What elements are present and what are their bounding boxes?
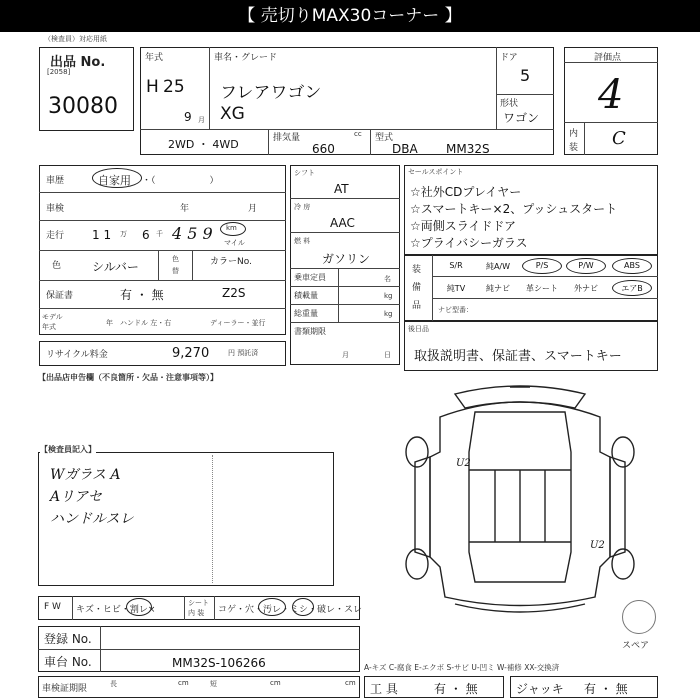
doors-value: 5 bbox=[520, 66, 531, 85]
model-grade: XG bbox=[220, 104, 245, 124]
shape-value: ワゴン bbox=[503, 111, 540, 125]
spare-label: スペア bbox=[622, 641, 650, 651]
equipment-awheel: 純A/W bbox=[485, 262, 511, 271]
displacement-value: 660 bbox=[312, 142, 335, 156]
recycle-unit: 円 預託済 bbox=[228, 349, 259, 357]
history-rest: ・（ ） bbox=[142, 176, 219, 186]
spare-tire bbox=[622, 600, 656, 634]
registration-label: 登録 No. bbox=[44, 632, 92, 646]
interior-value: C bbox=[612, 128, 626, 149]
shape-label: 形状 bbox=[500, 99, 519, 109]
cert-cm-2: cm bbox=[270, 679, 281, 687]
type-value: MM32S bbox=[446, 142, 490, 156]
doc-period-month: 月 bbox=[342, 351, 349, 359]
inspector-note-1: Wガラス A bbox=[50, 467, 121, 483]
mileage-label: 走行 bbox=[46, 231, 65, 241]
mileage-sen: 千 bbox=[156, 230, 163, 238]
chassis-value: MM32S-106266 bbox=[172, 656, 266, 670]
drive-type: 2WD ・ 4WD bbox=[168, 138, 239, 151]
fw-seat-2: 内 装 bbox=[188, 609, 205, 617]
accessories-value: 取扱説明書、保証書、スマートキー bbox=[414, 349, 622, 364]
year-era: H bbox=[146, 77, 159, 97]
equipment-pw: P/W bbox=[578, 261, 594, 270]
wheel-rear-right bbox=[612, 549, 634, 579]
fw-seam-circle bbox=[292, 598, 314, 616]
model-year-label-2: 年式 bbox=[42, 323, 56, 331]
equipment-sr: S/R bbox=[449, 261, 463, 270]
aircon-value: AAC bbox=[330, 216, 355, 230]
sales-point-4: ☆プライバシーガラス bbox=[410, 236, 528, 250]
cert-cm-1: cm bbox=[178, 679, 189, 687]
accessories-label: 後日品 bbox=[408, 325, 429, 333]
aircon-label: 冷 房 bbox=[294, 203, 311, 211]
interior-label-2: 装 bbox=[569, 143, 579, 153]
damage-legend: A-キズ C-腐食 E-エクボ S-サビ U-凹ミ W-補修 XX-交換済 bbox=[364, 663, 560, 672]
displacement-label: 排気量 bbox=[273, 133, 301, 143]
mileage-unit-mile: マイル bbox=[224, 239, 245, 247]
interior-label-1: 内 bbox=[569, 129, 579, 139]
displacement-unit: cc bbox=[354, 130, 362, 138]
lot-label: 出品 No. bbox=[50, 55, 106, 70]
wheel-front-left bbox=[406, 437, 428, 467]
inspection-label: 車検 bbox=[46, 204, 65, 214]
equipment-navi: 純ナビ bbox=[486, 284, 510, 293]
capacity-unit: 名 bbox=[384, 275, 391, 283]
recycle-label: リサイクル料金 bbox=[46, 350, 108, 360]
left-side-outline bbox=[415, 457, 430, 557]
history-label: 車歴 bbox=[46, 176, 65, 186]
model-year-dealer: ディーラー・並行 bbox=[210, 319, 266, 327]
cert-label: 車検証期限 bbox=[42, 684, 88, 694]
color-change-1: 色 bbox=[172, 255, 179, 263]
gross-unit: kg bbox=[384, 310, 393, 318]
fw-stain-circle bbox=[258, 598, 286, 616]
cert-short: 短 bbox=[210, 680, 217, 688]
mileage-digits-c: 4 5 9 bbox=[172, 224, 213, 243]
tools-label: 工 具 bbox=[370, 682, 398, 696]
fw-crack-circle bbox=[126, 598, 152, 616]
equipment-ps: P/S bbox=[535, 261, 549, 270]
fuel-label: 燃 料 bbox=[294, 237, 311, 245]
model-label: 車名・グレード bbox=[214, 53, 278, 63]
diagram-mark-right: U2 bbox=[590, 540, 605, 551]
model-year-handle: ハンドル 左・右 bbox=[120, 319, 172, 327]
fw-seat-1: シート bbox=[188, 599, 209, 607]
score-value: 4 bbox=[598, 72, 624, 118]
doors-label: ドア bbox=[500, 53, 518, 63]
shift-value: AT bbox=[334, 182, 349, 196]
mileage-digits-b: 6 bbox=[142, 228, 150, 242]
doc-period-day: 日 bbox=[384, 351, 391, 359]
banner-text: 【 売切りMAX30コーナー 】 bbox=[238, 6, 462, 26]
doc-period-label: 書類期限 bbox=[294, 327, 326, 336]
shift-label: シフト bbox=[294, 169, 315, 177]
fw-label: F W bbox=[44, 602, 61, 612]
fuel-value: ガソリン bbox=[322, 252, 371, 266]
gross-label: 総重量 bbox=[294, 309, 318, 318]
history-value: 自家用 bbox=[98, 174, 131, 187]
equipment-label-3: 品 bbox=[412, 301, 422, 311]
wheel-rear-left bbox=[406, 549, 428, 579]
cert-long: 長 bbox=[110, 680, 117, 688]
front-bumper bbox=[455, 386, 585, 408]
equipment-airbag: エアB bbox=[621, 284, 643, 293]
sales-point-2: ☆スマートキー×2、プッシュスタート bbox=[410, 202, 618, 216]
mileage-digits-a: 1 1 bbox=[92, 228, 112, 242]
equipment-ext-navi: 外ナビ bbox=[574, 284, 598, 293]
inspector-label: 【検査員記入】 bbox=[40, 445, 96, 454]
tools-value: 有 ・ 無 bbox=[434, 682, 478, 696]
navi-model: ナビ型番： bbox=[438, 306, 473, 314]
color-value: シルバー bbox=[92, 260, 139, 274]
equipment-label-1: 装 bbox=[412, 265, 422, 275]
cert-cm-3: cm bbox=[345, 679, 356, 687]
lot-number: 30080 bbox=[48, 94, 118, 119]
equipment-leather: 革シート bbox=[526, 284, 558, 293]
color-label: 色 bbox=[52, 261, 62, 271]
equipment-tv: 純TV bbox=[446, 284, 466, 293]
lot-stamp: [2058] bbox=[47, 68, 71, 76]
type-label: 型式 bbox=[375, 133, 394, 143]
sales-points-label: セールスポイント bbox=[408, 168, 464, 176]
jack-label: ジャッキ bbox=[516, 682, 564, 696]
inspector-note-3: ハンドルスレ bbox=[50, 511, 134, 527]
model-year-label-1: モデル bbox=[42, 313, 63, 321]
diagram-mark-left: U2 bbox=[456, 458, 471, 469]
type-prefix: DBA bbox=[392, 142, 418, 156]
top-note: （検査員）対応用紙 bbox=[44, 35, 107, 43]
warranty-value: 有 ・ 無 bbox=[120, 288, 164, 302]
model-name: フレアワゴン bbox=[220, 83, 322, 103]
chassis-label: 車台 No. bbox=[44, 655, 92, 669]
equipment-label-2: 備 bbox=[412, 283, 422, 293]
year-label: 年式 bbox=[145, 53, 164, 63]
warranty-label: 保証書 bbox=[46, 291, 74, 301]
inspection-month: 月 bbox=[248, 204, 258, 214]
recycle-value: 9,270 bbox=[172, 346, 210, 361]
color-change-2: 替 bbox=[172, 267, 179, 275]
load-unit: kg bbox=[384, 292, 393, 300]
inspection-year: 年 bbox=[180, 204, 190, 214]
sales-point-3: ☆両側スライドドア bbox=[410, 219, 517, 233]
equipment-abs: ABS bbox=[624, 261, 640, 270]
year-value: 25 bbox=[163, 77, 185, 97]
year-month: 9 bbox=[184, 110, 192, 124]
color-number: Z2S bbox=[222, 286, 246, 300]
model-year-year: 年 bbox=[106, 319, 113, 327]
car-diagram bbox=[395, 382, 645, 622]
color-number-label: カラーNo. bbox=[210, 257, 252, 267]
capacity-label: 乗車定員 bbox=[294, 273, 326, 282]
mileage-man: 万 bbox=[120, 230, 127, 238]
sales-point-1: ☆社外CDプレイヤー bbox=[410, 185, 522, 199]
inspector-note-2: Aリアセ bbox=[50, 489, 102, 505]
mileage-unit-km: km bbox=[226, 224, 237, 232]
jack-value: 有 ・ 無 bbox=[584, 682, 628, 696]
declaration-label: 【出品店申告欄（不良箇所・欠品・注意事項等）】 bbox=[38, 373, 218, 382]
wheel-front-right bbox=[612, 437, 634, 467]
fw-damage: キズ・ヒビ・割レ× bbox=[76, 605, 156, 615]
right-side-outline bbox=[610, 457, 625, 557]
score-label: 評価点 bbox=[594, 53, 622, 63]
load-label: 積載量 bbox=[294, 291, 318, 300]
fw-interior: コゲ・穴・汚レ・ミシ・破レ・スレ bbox=[218, 605, 363, 615]
year-month-unit: 月 bbox=[198, 116, 205, 124]
